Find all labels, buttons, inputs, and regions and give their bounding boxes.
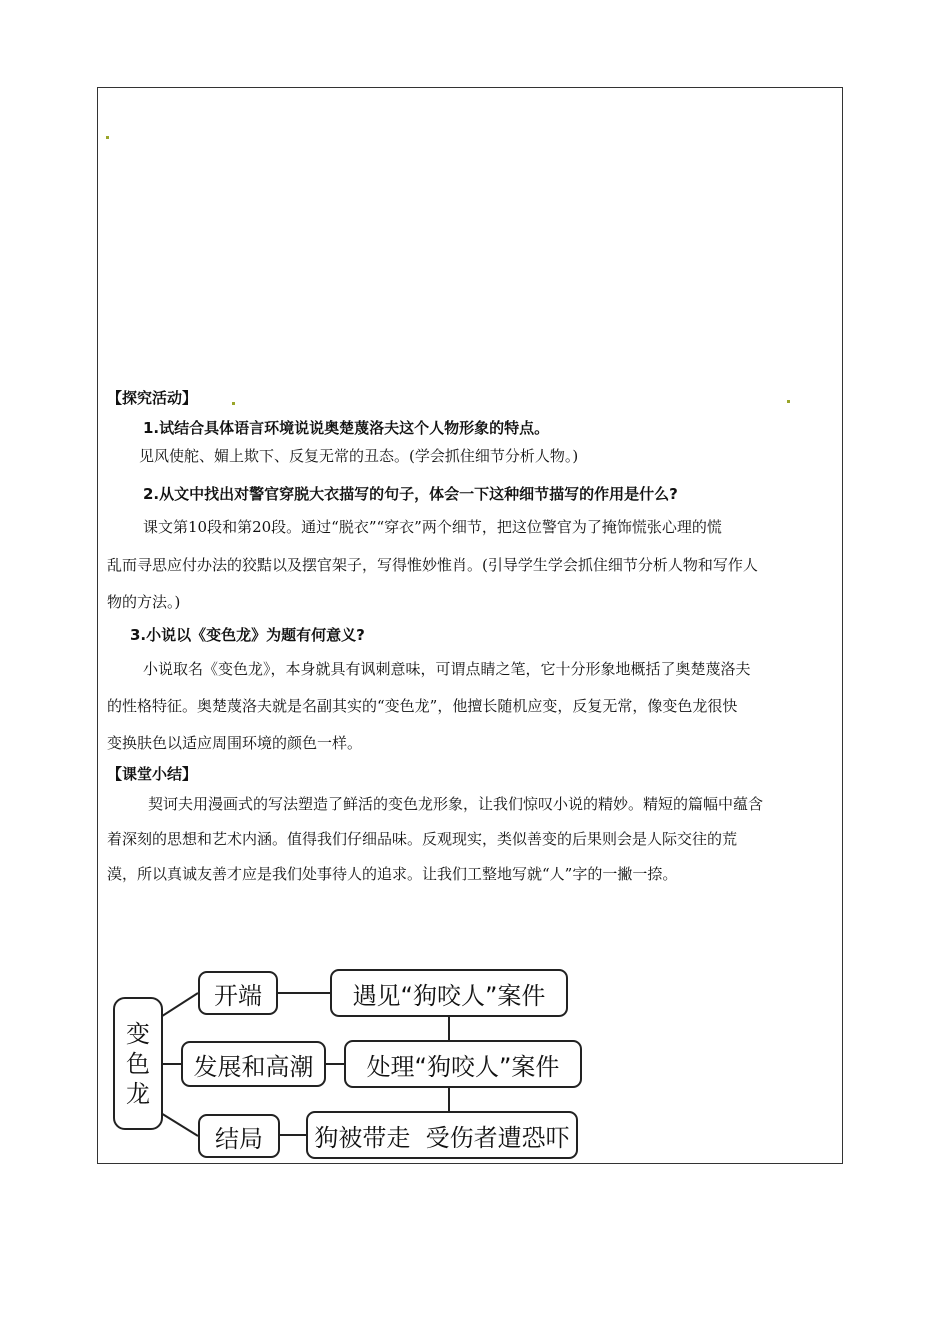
stage-box-development [181, 1041, 326, 1087]
stage-box-beginning [198, 971, 278, 1015]
answer-3-line-1: 小说取名《变色龙》，本身就具有讽刺意味，可谓点睛之笔，它十分形象地概括了奥楚蔑洛夫 [143, 660, 751, 678]
stage-label: 开端 [214, 981, 262, 1010]
explore-heading: 【探究活动】 [107, 389, 198, 407]
stage-detail: 狗被带走 受伤者遭恐吓 [314, 1123, 570, 1152]
question-1: 1.试结合具体语言环境说说奥楚蔑洛夫这个人物形象的特点。 [143, 419, 550, 437]
answer-3-line-3: 变换肤色以适应周围环境的颜色一样。 [107, 734, 363, 752]
summary-line-3: 漠，所以真诚友善才应是我们处事待人的追求。让我们工整地写就“人”字的一撇一捺。 [107, 865, 678, 883]
summary-line-1: 契诃夫用漫画式的写法塑造了鲜活的变色龙形象，让我们惊叹小说的精妙。精短的篇幅中蕴含 [148, 795, 764, 813]
diagram-root-label: 变色龙 [126, 1019, 150, 1108]
detail-box-ending [306, 1111, 578, 1159]
answer-1: 见风使舵、媚上欺下、反复无常的丑态。(学会抓住细节分析人物。) [139, 447, 579, 465]
detail-box-development [344, 1040, 582, 1088]
stage-label: 发展和高潮 [193, 1052, 314, 1081]
question-3: 3.小说以《变色龙》为题有何意义? [130, 626, 365, 644]
answer-2-line-1: 课文第10段和第20段。通过“脱衣”“穿衣”两个细节，把这位警官为了掩饰慌张心理的慌 [143, 518, 722, 536]
answer-3-line-2: 的性格特征。奥楚蔑洛夫就是名副其实的“变色龙”，他擅长随机应变，反复无常，像变色龙很快 [107, 697, 738, 715]
question-2: 2.从文中找出对警官穿脱大衣描写的句子，体会一下这种细节描写的作用是什么? [143, 485, 678, 503]
stage-detail: 遇见“狗咬人”案件 [352, 981, 546, 1010]
answer-2-line-3: 物的方法。) [107, 593, 181, 611]
answer-2-line-2: 乱而寻思应付办法的狡黠以及摆官架子，写得惟妙惟肖。(引导学生学会抓住细节分析人物和写作人 [107, 556, 758, 574]
stage-box-ending [198, 1114, 280, 1158]
detail-box-beginning [330, 969, 568, 1017]
stage-detail: 处理“狗咬人”案件 [366, 1052, 560, 1081]
summary-line-2: 着深刻的思想和艺术内涵。值得我们仔细品味。反观现实，类似善变的后果则会是人际交往的荒 [107, 830, 738, 848]
stage-label: 结局 [215, 1124, 263, 1153]
diagram-root-box [113, 997, 163, 1130]
summary-heading: 【课堂小结】 [107, 765, 198, 783]
